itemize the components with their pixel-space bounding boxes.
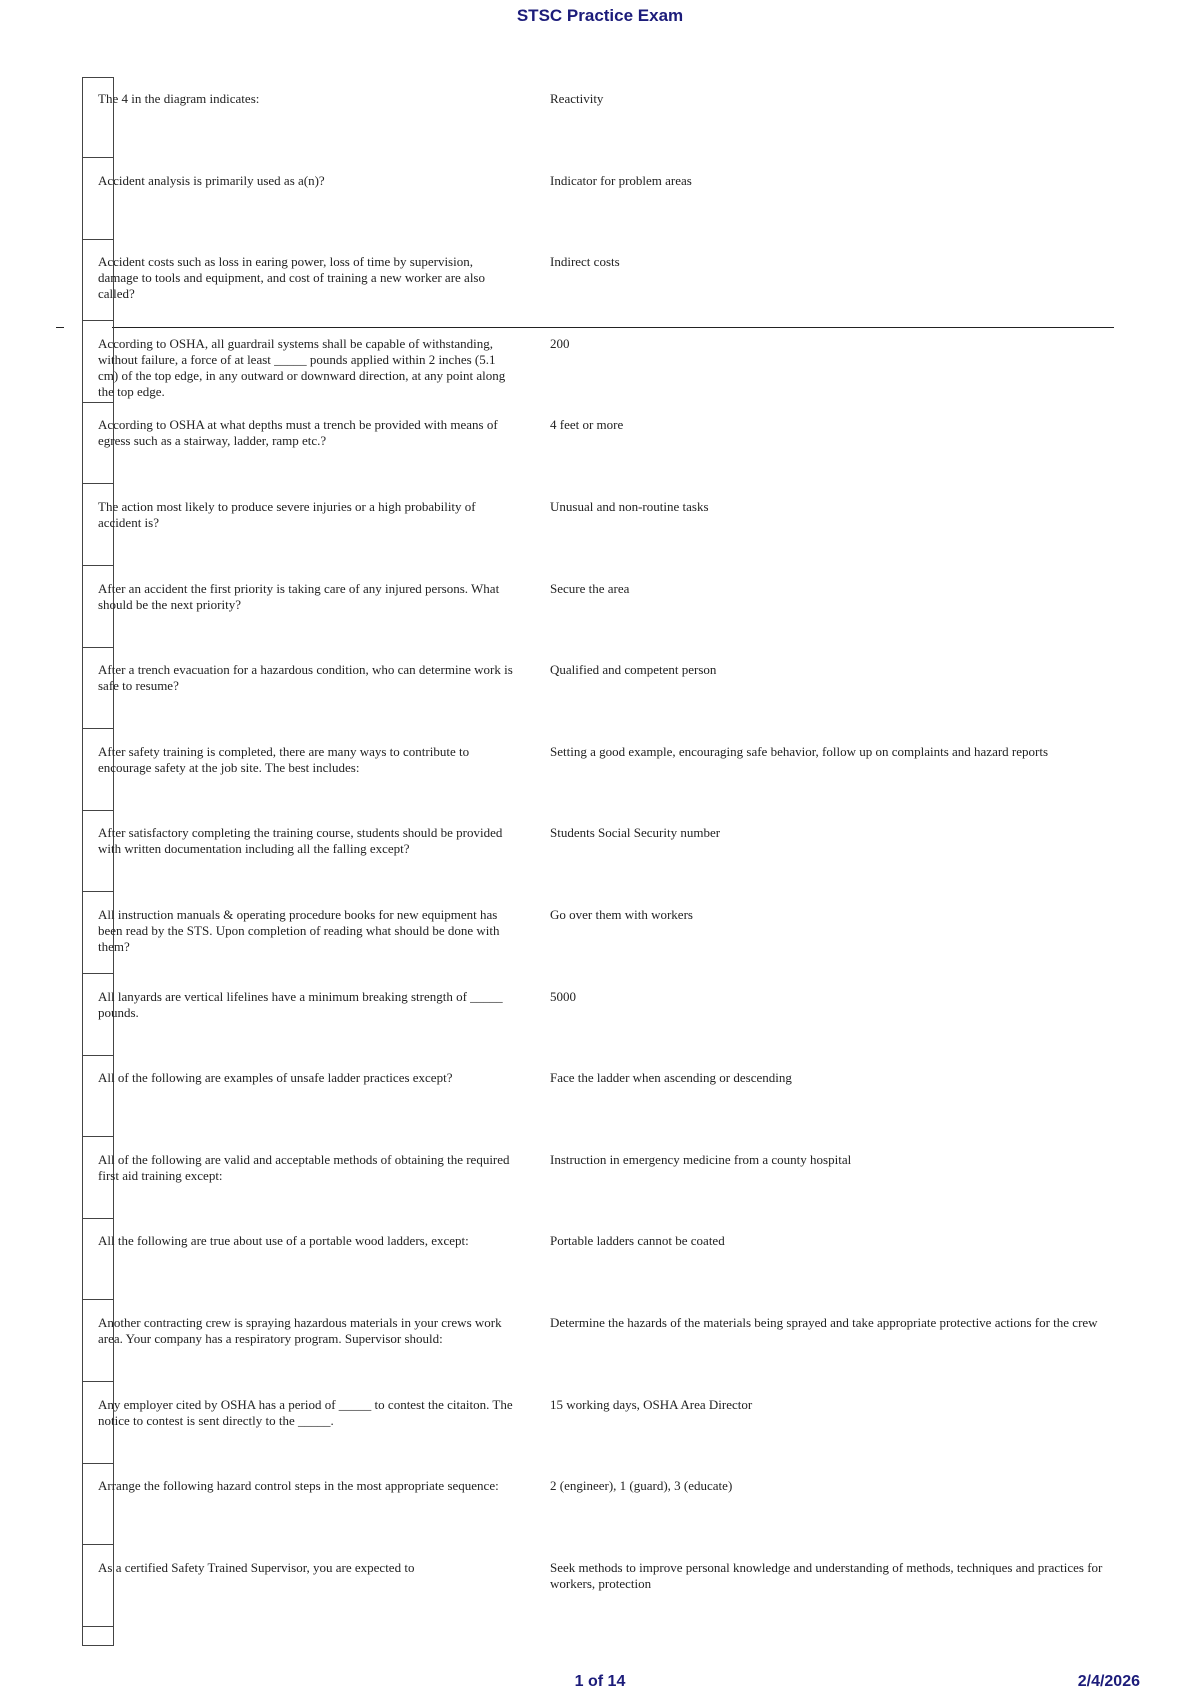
table-row: [82, 240, 1142, 321]
table-row: [82, 648, 1142, 729]
question-text: Arrange the following hazard control steps in the most appropriate sequence:: [98, 1478, 499, 1494]
row-marker-cell: [82, 1056, 114, 1137]
page-number: 1 of 14: [574, 1673, 626, 1690]
table-row: [82, 1301, 1142, 1382]
answer-text: Determine the hazards of the materials being sprayed and take appropriate protective actions for the crew: [550, 1315, 1098, 1330]
answer-text: Instruction in emergency medicine from a county hospital: [550, 1151, 852, 1167]
answer-text: Indicator for problem areas: [550, 172, 692, 188]
table-row: [82, 811, 1142, 892]
answer-text: Qualified and competent person: [550, 662, 717, 678]
answer-text: 15 working days, OSHA Area Director: [550, 1396, 753, 1412]
question-text: All instruction manuals & operating procedure books for new equipment has been read by the STS. Upon completion of reading what should be done with them?: [98, 907, 500, 954]
question-text: As a certified Safety Trained Supervisor, you are expected to: [98, 1559, 415, 1575]
question-text: After an accident the first priority is taking care of any injured persons. What should be the next priority?: [98, 580, 500, 612]
table-row: [82, 77, 1142, 158]
row-marker-cell: [82, 159, 114, 240]
table-row: [82, 1219, 1142, 1300]
answer-text: Students Social Security number: [550, 825, 721, 841]
answer-text: 200: [550, 335, 570, 351]
row-marker-cell: [82, 1219, 114, 1300]
answer-text: 5000: [550, 988, 576, 1004]
question-text: All the following are true about use of a portable wood ladders, except:: [98, 1233, 469, 1249]
answer-text: Secure the area: [550, 580, 630, 596]
question-answer-table: [82, 77, 1142, 1646]
answer-text: Indirect costs: [550, 254, 620, 270]
table-row: [82, 730, 1142, 811]
table-row: [82, 1464, 1142, 1545]
question-text: Accident analysis is primarily used as a(n)?: [98, 172, 325, 188]
question-text: All lanyards are vertical lifelines have a minimum breaking strength of _____ pounds.: [98, 988, 503, 1020]
answer-text: Setting a good example, encouraging safe behavior, follow up on complaints and hazard reports: [550, 743, 1049, 759]
table-row: [82, 1056, 1142, 1137]
answer-text: 4 feet or more: [550, 417, 624, 433]
question-text: All of the following are valid and acceptable methods of obtaining the required first aid training except:: [98, 1151, 510, 1183]
table-row: [82, 567, 1142, 648]
answer-text: Face the ladder when ascending or descending: [550, 1070, 792, 1086]
question-text: According to OSHA at what depths must a trench be provided with means of egress such as a stairway, ladder, ramp etc.?: [98, 417, 498, 449]
table-row: [82, 322, 1142, 403]
table-row: [82, 893, 1142, 974]
question-text: All of the following are examples of unsafe ladder practices except?: [98, 1070, 453, 1086]
answer-text: Unusual and non-routine tasks: [550, 499, 709, 514]
question-text: Another contracting crew is spraying hazardous materials in your crews work area. Your company has a respiratory program. Supervisor should:: [98, 1315, 502, 1346]
question-text: Accident costs such as loss in earing power, loss of time by supervision, damage to tools and equipment, and cost of training a new worker are also called?: [98, 254, 485, 302]
row-marker-cell: [82, 1464, 114, 1545]
question-text: According to OSHA, all guardrail systems shall be capable of withstanding, without failure, a force of at least _____ pounds applied within 2 inches (5.1 cm) of the top edge, in any outward or downward direction, at any point along the top edge.: [98, 335, 506, 399]
answer-text: 2 (engineer), 1 (guard), 3 (educate): [550, 1478, 733, 1494]
print-date: 2/4/2026: [1077, 1673, 1140, 1690]
margin-tick-mark: [56, 327, 64, 328]
document-title: STSC Practice Exam: [516, 6, 684, 25]
question-text: Any employer cited by OSHA has a period of _____ to contest the citaiton. The notice to contest is sent directly to the _____.: [98, 1396, 513, 1428]
table-row: [82, 485, 1142, 566]
question-text: The action most likely to produce severe injuries or a high probability of accident is?: [98, 499, 476, 530]
row-marker-cell: [82, 1546, 114, 1627]
answer-text: Seek methods to improve personal knowledge and understanding of methods, techniques and practices for workers, protection: [550, 1559, 1103, 1591]
table-row: [82, 1138, 1142, 1219]
table-row: [82, 975, 1142, 1056]
row-marker-cell: [82, 77, 114, 158]
question-text: After a trench evacuation for a hazardous condition, who can determine work is safe to resume?: [98, 662, 513, 694]
question-text: The 4 in the diagram indicates:: [98, 91, 260, 106]
answer-text: Reactivity: [550, 91, 604, 106]
table-row: [82, 1546, 1142, 1627]
answer-text: Portable ladders cannot be coated: [550, 1233, 725, 1249]
table-row: [82, 159, 1142, 240]
table-row: [82, 403, 1142, 484]
question-text: After safety training is completed, there are many ways to contribute to encourage safety at the job site. The best includes:: [98, 743, 470, 775]
question-text: After satisfactory completing the training course, students should be provided with written documentation including all the falling except?: [98, 825, 503, 857]
answer-text: Go over them with workers: [550, 907, 693, 922]
table-row: [82, 1383, 1142, 1464]
